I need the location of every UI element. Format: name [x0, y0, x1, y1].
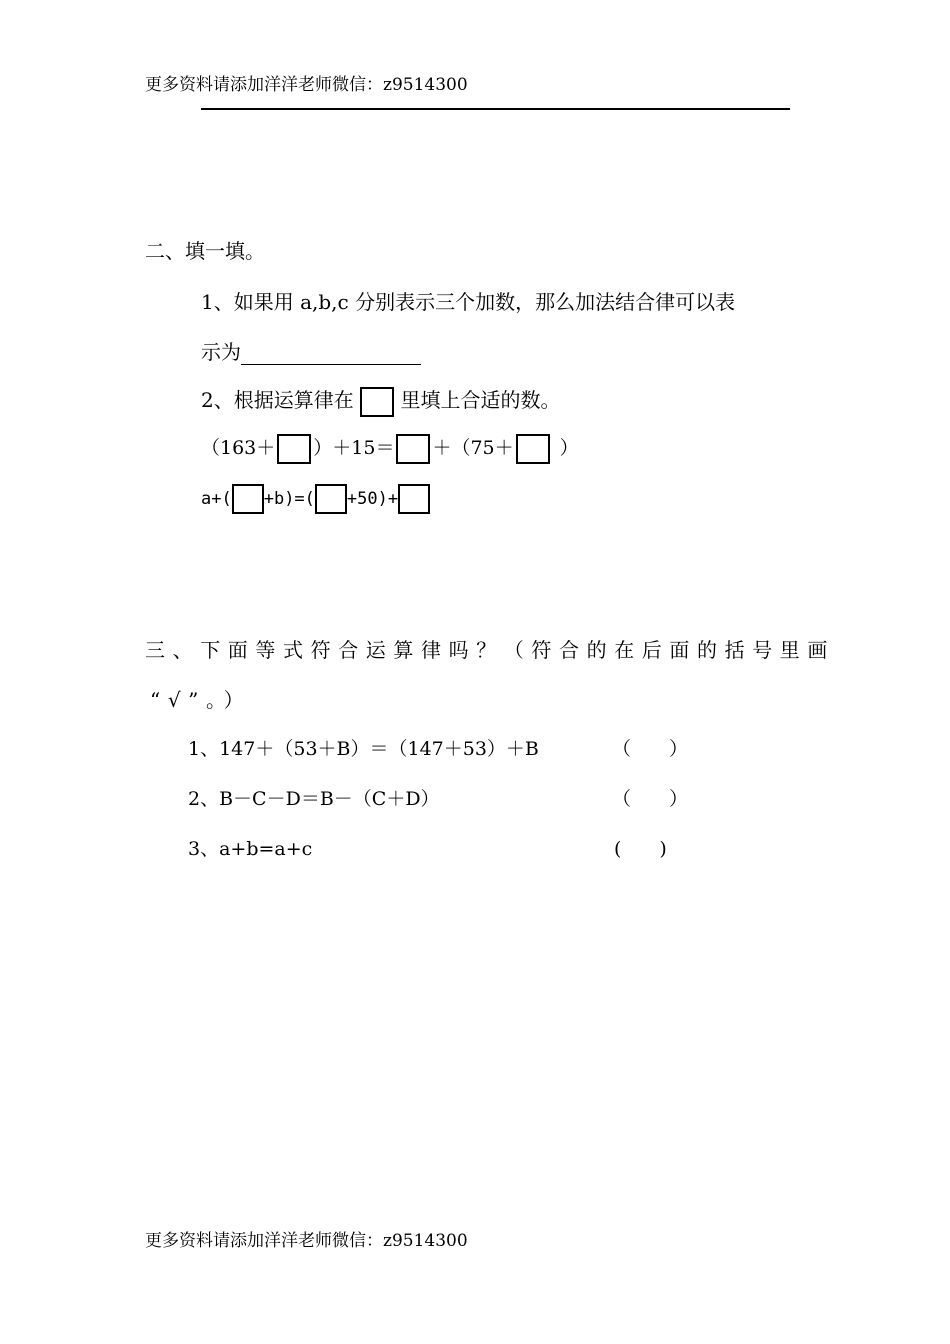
judge-item-3: 3、a+b=a+c — [188, 838, 313, 860]
judge-paren-2[interactable]: （ ） — [612, 788, 689, 810]
eq1-part3: ＋（75＋ — [432, 437, 514, 459]
answer-box[interactable] — [232, 484, 264, 514]
judge-paren-3[interactable]: ( ) — [614, 838, 667, 860]
q2-line — [201, 384, 560, 417]
answer-box[interactable] — [277, 434, 311, 464]
section3-title-line2: “√”。） — [150, 688, 252, 712]
equation-2 — [201, 484, 430, 514]
answer-blank[interactable] — [241, 342, 421, 365]
answer-box[interactable] — [398, 484, 430, 514]
q1-line1: 1、如果用 a,b,c 分别表示三个加数，那么加法结合律可以表 — [201, 290, 736, 314]
eq1-part1: （163＋ — [201, 437, 276, 459]
page-header: 更多资料请添加洋洋老师微信：z9514300 — [145, 75, 468, 95]
eq2-part2: +b)=( — [263, 489, 315, 509]
eq1-part2: ）＋15＝ — [313, 437, 395, 459]
q1-line2-text: 示为 — [201, 340, 241, 364]
page-footer: 更多资料请添加洋洋老师微信：z9514300 — [145, 1231, 468, 1251]
judge-item-1: 1、147＋（53＋B）＝（147＋53）＋B — [188, 738, 539, 760]
section2-title: 二、填一填。 — [145, 239, 265, 263]
q1-line2 — [201, 336, 421, 365]
eq2-part3: +50)+ — [346, 489, 399, 509]
q2-after: 里填上合适的数。 — [400, 388, 561, 412]
answer-box[interactable] — [396, 434, 430, 464]
answer-box[interactable] — [360, 387, 394, 417]
section3-title-line1: 三、下面等式符合运算律吗？（符合的在后面的括号里画 — [145, 638, 835, 662]
answer-box[interactable] — [315, 484, 347, 514]
judge-item-2: 2、B－C－D＝B－（C＋D） — [188, 788, 440, 810]
eq1-part4: ） — [559, 437, 579, 459]
equation-1 — [201, 433, 579, 464]
eq2-part1: a+( — [201, 489, 232, 509]
judge-paren-1[interactable]: （ ） — [612, 738, 689, 760]
answer-box[interactable] — [516, 434, 550, 464]
header-rule — [201, 108, 790, 110]
q2-before: 2、根据运算律在 — [201, 388, 354, 412]
